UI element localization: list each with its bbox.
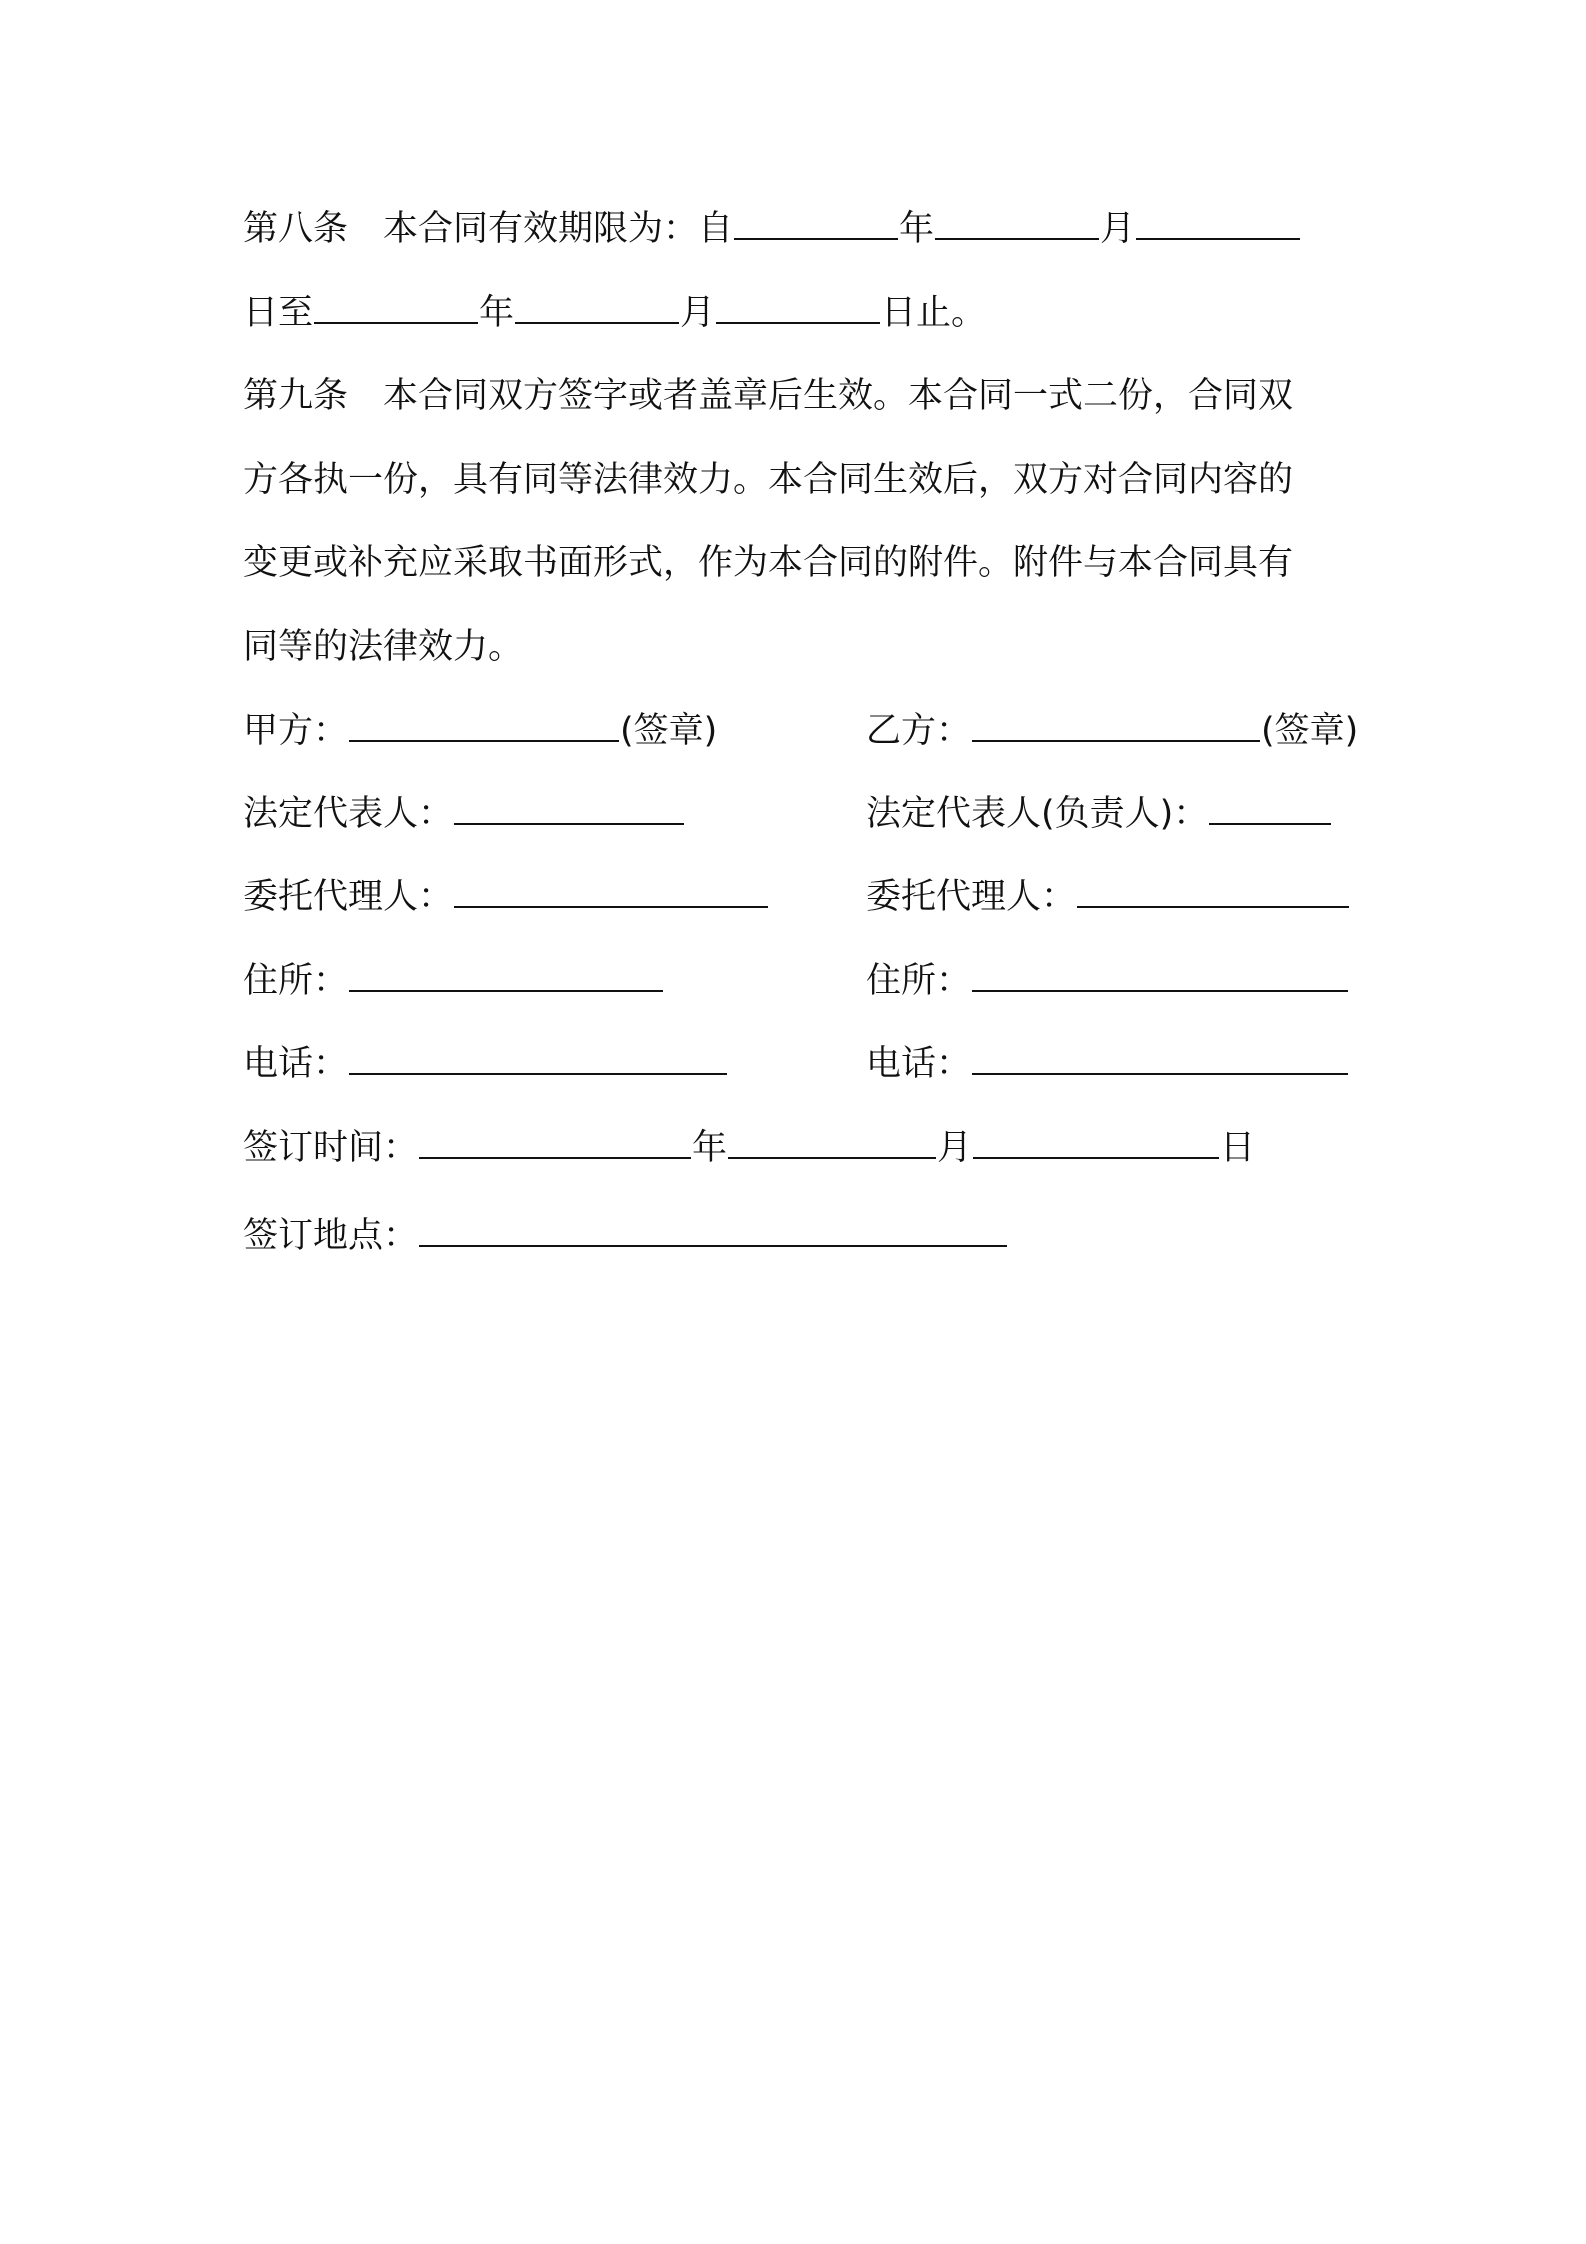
party-a-phone-line <box>243 1039 728 1089</box>
party-a-address-blank <box>349 956 663 992</box>
party-a-address-line <box>243 956 664 1006</box>
blank-end-day <box>716 288 880 324</box>
blank-end-year <box>314 288 478 324</box>
party-a-label: 甲方： <box>243 711 349 751</box>
party-b-phone-label: 电话： <box>866 1044 972 1084</box>
party-b-address-label: 住所： <box>866 961 972 1001</box>
article8-day-to: 日至 <box>243 293 314 333</box>
party-b-line <box>866 706 1358 756</box>
sign-time-month-blank <box>728 1123 936 1159</box>
party-a-agent-line <box>243 872 769 922</box>
party-b-address-blank <box>972 956 1348 992</box>
party-a-seal: (签章) <box>620 711 718 751</box>
sign-place-line <box>243 1211 1363 1261</box>
party-b-legal-rep-line <box>866 789 1332 839</box>
article9-line: 第九条 本合同双方签字或者盖章后生效。本合同一式二份，合同双 <box>243 376 1294 416</box>
party-b-legal-rep-blank <box>1209 789 1331 825</box>
sign-time-day-label: 日 <box>1220 1128 1256 1168</box>
blank-end-month <box>515 288 679 324</box>
sign-time-year-label: 年 <box>692 1128 728 1168</box>
sign-time-line <box>243 1123 1363 1173</box>
party-a-legal-rep-blank <box>454 789 684 825</box>
party-b-label: 乙方： <box>866 711 972 751</box>
party-a-agent-label: 委托代理人： <box>243 877 454 917</box>
party-b-blank <box>972 706 1260 742</box>
party-b-agent-blank <box>1077 872 1349 908</box>
article9-line: 变更或补充应采取书面形式，作为本合同的附件。附件与本合同具有 <box>243 543 1294 583</box>
party-b-phone-blank <box>972 1039 1348 1075</box>
blank-start-year <box>734 204 898 240</box>
party-a-agent-blank <box>454 872 768 908</box>
sign-time-month-label: 月 <box>937 1128 973 1168</box>
party-b-seal: (签章) <box>1261 711 1359 751</box>
article8-lead: 第八条 本合同有效期限为：自 <box>243 209 734 249</box>
sign-time-label: 签订时间： <box>243 1128 419 1168</box>
party-b-agent-line <box>866 872 1350 922</box>
sign-time-year-blank <box>419 1123 691 1159</box>
sign-place-blank <box>419 1211 1007 1247</box>
party-b-phone-line <box>866 1039 1349 1089</box>
party-b-agent-label: 委托代理人： <box>866 877 1077 917</box>
party-a-legal-rep-label: 法定代表人： <box>243 794 454 834</box>
party-a-blank <box>349 706 619 742</box>
article8-end-year-label: 年 <box>479 293 515 333</box>
article9-line: 同等的法律效力。 <box>243 627 524 667</box>
article8-line2 <box>243 288 1363 338</box>
article8-end-month-label: 月 <box>680 293 716 333</box>
article8-year-label: 年 <box>899 209 935 249</box>
article8-month-label: 月 <box>1100 209 1136 249</box>
sign-time-day-blank <box>973 1123 1219 1159</box>
blank-start-day <box>1136 204 1300 240</box>
blank-start-month <box>935 204 1099 240</box>
party-a-address-label: 住所： <box>243 961 349 1001</box>
party-a-line <box>243 706 717 756</box>
sign-place-label: 签订地点： <box>243 1216 419 1256</box>
party-b-legal-rep-label: 法定代表人(负责人)： <box>866 794 1209 834</box>
article8-line1 <box>243 204 1363 254</box>
party-a-phone-blank <box>349 1039 727 1075</box>
party-a-phone-label: 电话： <box>243 1044 349 1084</box>
article9-line: 方各执一份，具有同等法律效力。本合同生效后，双方对合同内容的 <box>243 460 1294 500</box>
party-b-address-line <box>866 956 1349 1006</box>
article8-day-end: 日止。 <box>881 293 987 333</box>
party-a-legal-rep-line <box>243 789 685 839</box>
